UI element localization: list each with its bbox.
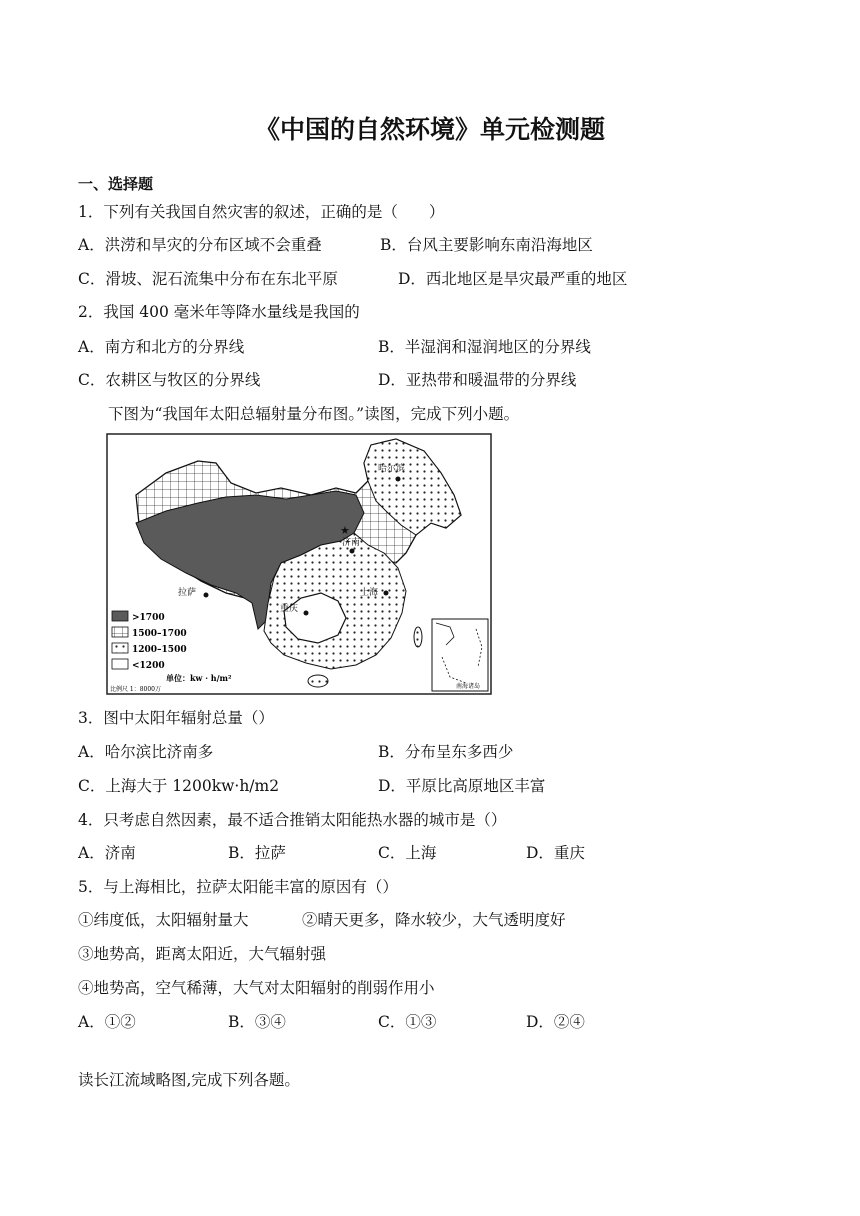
legend-label-2: 1500–1700	[132, 629, 187, 639]
q1-option-d: D．西北地区是旱灾最严重的地区	[398, 270, 628, 288]
q2-option-c: C．农耕区与牧区的分界线	[78, 371, 261, 389]
legend-label-4: <1200	[132, 661, 165, 671]
solar-radiation-map	[106, 433, 492, 695]
q2-stem: 2．我国 400 毫米年等降水量线是我国的	[78, 303, 360, 321]
q5-stem: 5．与上海相比，拉萨太阳能丰富的原因有（）	[78, 878, 398, 896]
legend-label-1: >1700	[132, 613, 165, 623]
q3-option-c: C．上海大于 1200kw·h/m2	[78, 777, 280, 795]
q5-statement-2: ②晴天更多，降水较少，大气透明度好	[302, 911, 566, 929]
city-label-harbin: 哈尔滨	[378, 464, 406, 474]
q5-option-b: B．③④	[228, 1013, 286, 1031]
city-label-shanghai: 上海	[360, 588, 379, 598]
map-scale: 比例尺 1：8000万	[110, 686, 161, 693]
q2-option-b: B．半湿润和湿润地区的分界线	[378, 338, 591, 356]
q3-option-b: B．分布呈东多西少	[378, 743, 514, 761]
q5-statement-4: ④地势高，空气稀薄，大气对太阳辐射的削弱作用小	[78, 979, 435, 997]
south-china-sea-inset	[432, 619, 488, 691]
q3-option-a: A．哈尔滨比济南多	[78, 743, 214, 761]
q5-option-d: D．②④	[526, 1013, 585, 1031]
q1-stem: 1．下列有关我国自然灾害的叙述，正确的是（ ）	[78, 203, 445, 221]
q5-option-a: A．①②	[78, 1013, 136, 1031]
city-label-lhasa: 拉萨	[178, 588, 197, 598]
legend-swatch-blank	[112, 659, 128, 669]
q5-statement-3: ③地势高，距离太阳近，大气辐射强	[78, 945, 327, 963]
q5-option-c: C．①③	[378, 1013, 437, 1031]
next-intro: 读长江流域略图,完成下列各题。	[78, 1071, 300, 1089]
city-label-jinan: 济南	[342, 538, 361, 548]
legend-label-3: 1200–1500	[132, 645, 187, 655]
q1-option-c: C．滑坡、泥石流集中分布在东北平原	[78, 270, 338, 288]
q3-stem: 3．图中太阳年辐射总量（）	[78, 709, 274, 727]
city-marker-chongqing	[304, 611, 309, 616]
legend-unit: 单位：kw · h/m²	[166, 673, 232, 683]
legend-swatch-dots	[112, 643, 128, 653]
taiwan-island	[414, 627, 422, 647]
q2-option-d: D．亚热带和暖温带的分界线	[378, 371, 577, 389]
map-intro: 下图为“我国年太阳总辐射量分布图。”读图，完成下列小题。	[108, 405, 520, 423]
q4-option-d: D．重庆	[526, 844, 585, 862]
inset-label: 南海诸岛	[456, 683, 481, 690]
capital-star-icon: ★	[340, 524, 350, 537]
q1-option-b: B．台风主要影响东南沿海地区	[380, 236, 593, 254]
page-title: 《中国的自然环境》单元检测题	[254, 115, 605, 144]
q5-statement-1: ①纬度低，太阳辐射量大	[78, 911, 249, 929]
city-marker-shanghai	[384, 591, 389, 596]
city-marker-harbin	[396, 477, 401, 482]
q2-option-a: A．南方和北方的分界线	[78, 338, 245, 356]
q4-option-a: A．济南	[78, 844, 136, 862]
hainan-island	[308, 675, 328, 687]
section-heading: 一、选择题	[78, 175, 154, 193]
q1-option-a: A．洪涝和旱灾的分布区域不会重叠	[78, 236, 322, 254]
q4-option-c: C．上海	[378, 844, 437, 862]
q4-stem: 4．只考虑自然因素，最不适合推销太阳能热水器的城市是（）	[78, 811, 507, 829]
city-marker-lhasa	[204, 593, 209, 598]
legend-swatch-grid	[112, 627, 128, 637]
legend-swatch-solid	[112, 611, 128, 621]
city-label-chongqing: 重庆	[280, 604, 299, 614]
q4-option-b: B．拉萨	[228, 844, 286, 862]
q3-option-d: D．平原比高原地区丰富	[378, 777, 546, 795]
city-marker-jinan	[350, 549, 355, 554]
